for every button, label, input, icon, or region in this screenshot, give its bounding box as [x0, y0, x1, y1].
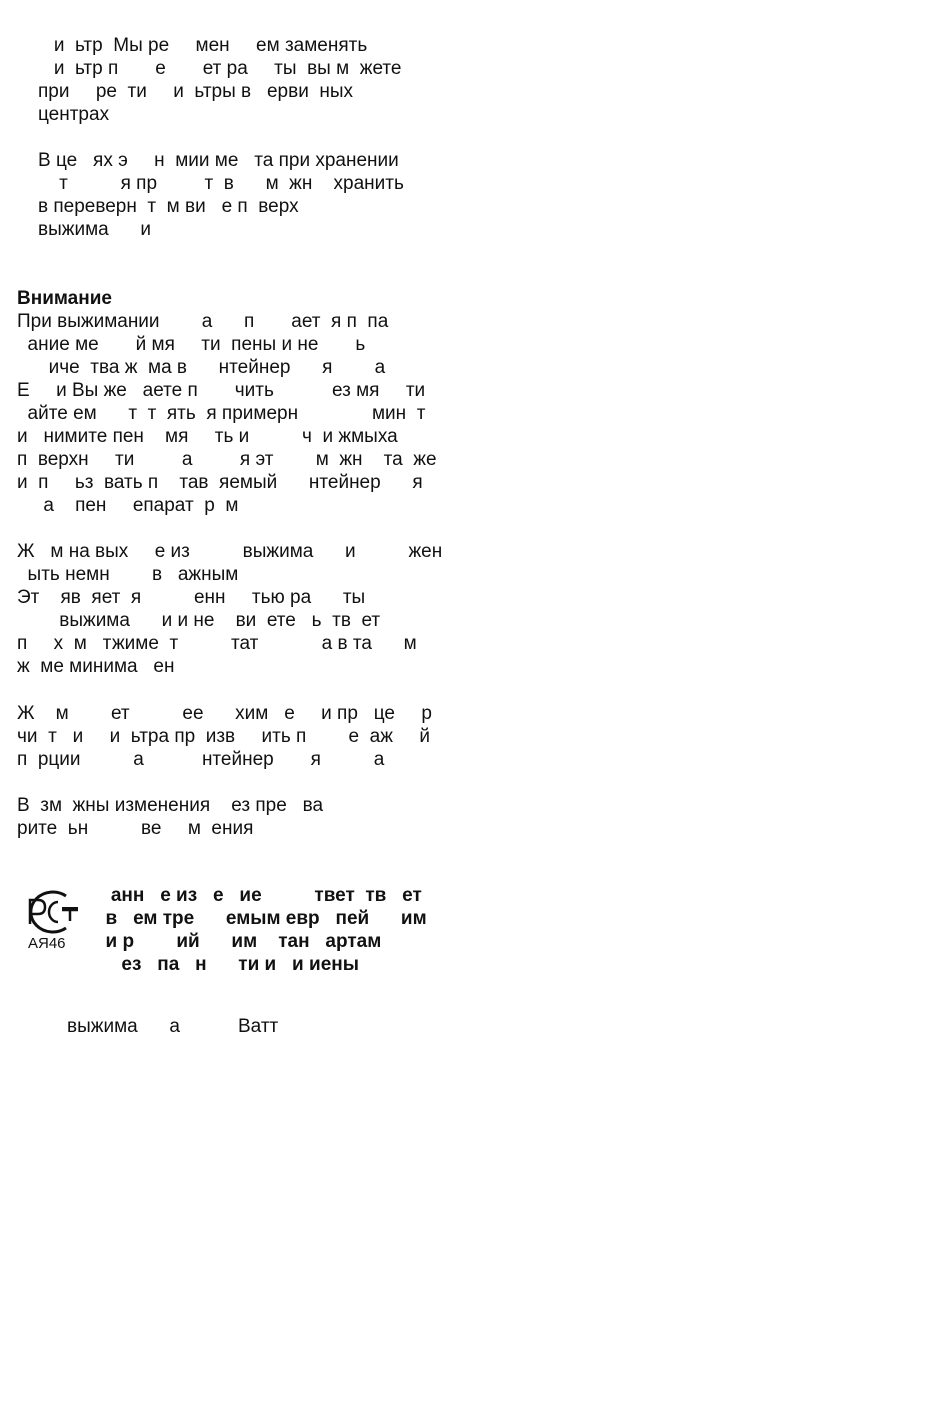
certification-line-1: анн е из е ие твет тв ет — [95, 885, 422, 906]
warning-line-2: ание ме й мя ти пены и не ь — [17, 334, 366, 355]
pulp-line-2: ыть немн в ажным — [17, 564, 239, 585]
warning-line-9: а пен епарат р м — [17, 495, 239, 516]
storage-line-1: В це ях э н мии ме та при хранении — [38, 150, 399, 171]
pulp-line-3: Эт яв яет я енн тью ра ты — [17, 587, 366, 608]
warning-line-5: айте ем т т ять я примерн мин т — [17, 403, 426, 424]
filter-line-1: и ьтр Мы ре мен ем заменять — [38, 35, 368, 56]
filter-line-3: при ре ти и ьтры в ерви ных — [38, 81, 354, 102]
pulp-line-6: ж ме минима ен — [17, 656, 175, 677]
warning-heading: Внимание — [17, 288, 112, 309]
warning-line-1: При выжимании а п ает я п па — [17, 311, 389, 332]
certification-code: АЯ46 — [28, 935, 66, 952]
pulp-line-1: Ж м на вых е из выжима и жен — [17, 541, 443, 562]
filter-line-4: центрах — [38, 104, 110, 125]
pulp-line-5: п х м тжиме т тат а в та м — [17, 633, 417, 654]
changes-line-1: В зм жны изменения ез пре ва — [17, 795, 324, 816]
warning-line-8: и п ьз вать п тав яемый нтейнер я — [17, 472, 423, 493]
warning-line-6: и нимите пен мя ть и ч и жмыха — [17, 426, 398, 447]
warning-line-7: п верхн ти а я эт м жн та же — [17, 449, 437, 470]
certification-line-4: ез па н ти и и иены — [95, 954, 359, 975]
warning-line-4: Е и Вы же аете п чить ез мя ти — [17, 380, 426, 401]
certification-line-2: в ем тре емым евр пей им — [95, 908, 427, 929]
warning-line-3: иче тва ж ма в нтейнер я а — [17, 357, 386, 378]
filter-line-2: и ьтр п е ет ра ты вы м жете — [38, 58, 402, 79]
storage-line-3: в переверн т м ви е п верх — [38, 196, 299, 217]
certification-line-3: и р ий им тан артам — [95, 931, 382, 952]
power-rating: выжима а Ватт — [67, 1016, 279, 1037]
storage-line-2: т я пр т в м жн хранить — [38, 173, 404, 194]
chemicals-line-2: чи т и и ьтра пр изв ить п е аж й — [17, 726, 430, 747]
storage-line-4: выжима и — [38, 219, 151, 240]
chemicals-line-1: Ж м ет ее хим е и пр це р — [17, 703, 432, 724]
pulp-line-4: выжима и и не ви ете ь тв ет — [17, 610, 381, 631]
changes-line-2: рите ьн ве м ения — [17, 818, 254, 839]
chemicals-line-3: п рции а нтейнер я а — [17, 749, 385, 770]
